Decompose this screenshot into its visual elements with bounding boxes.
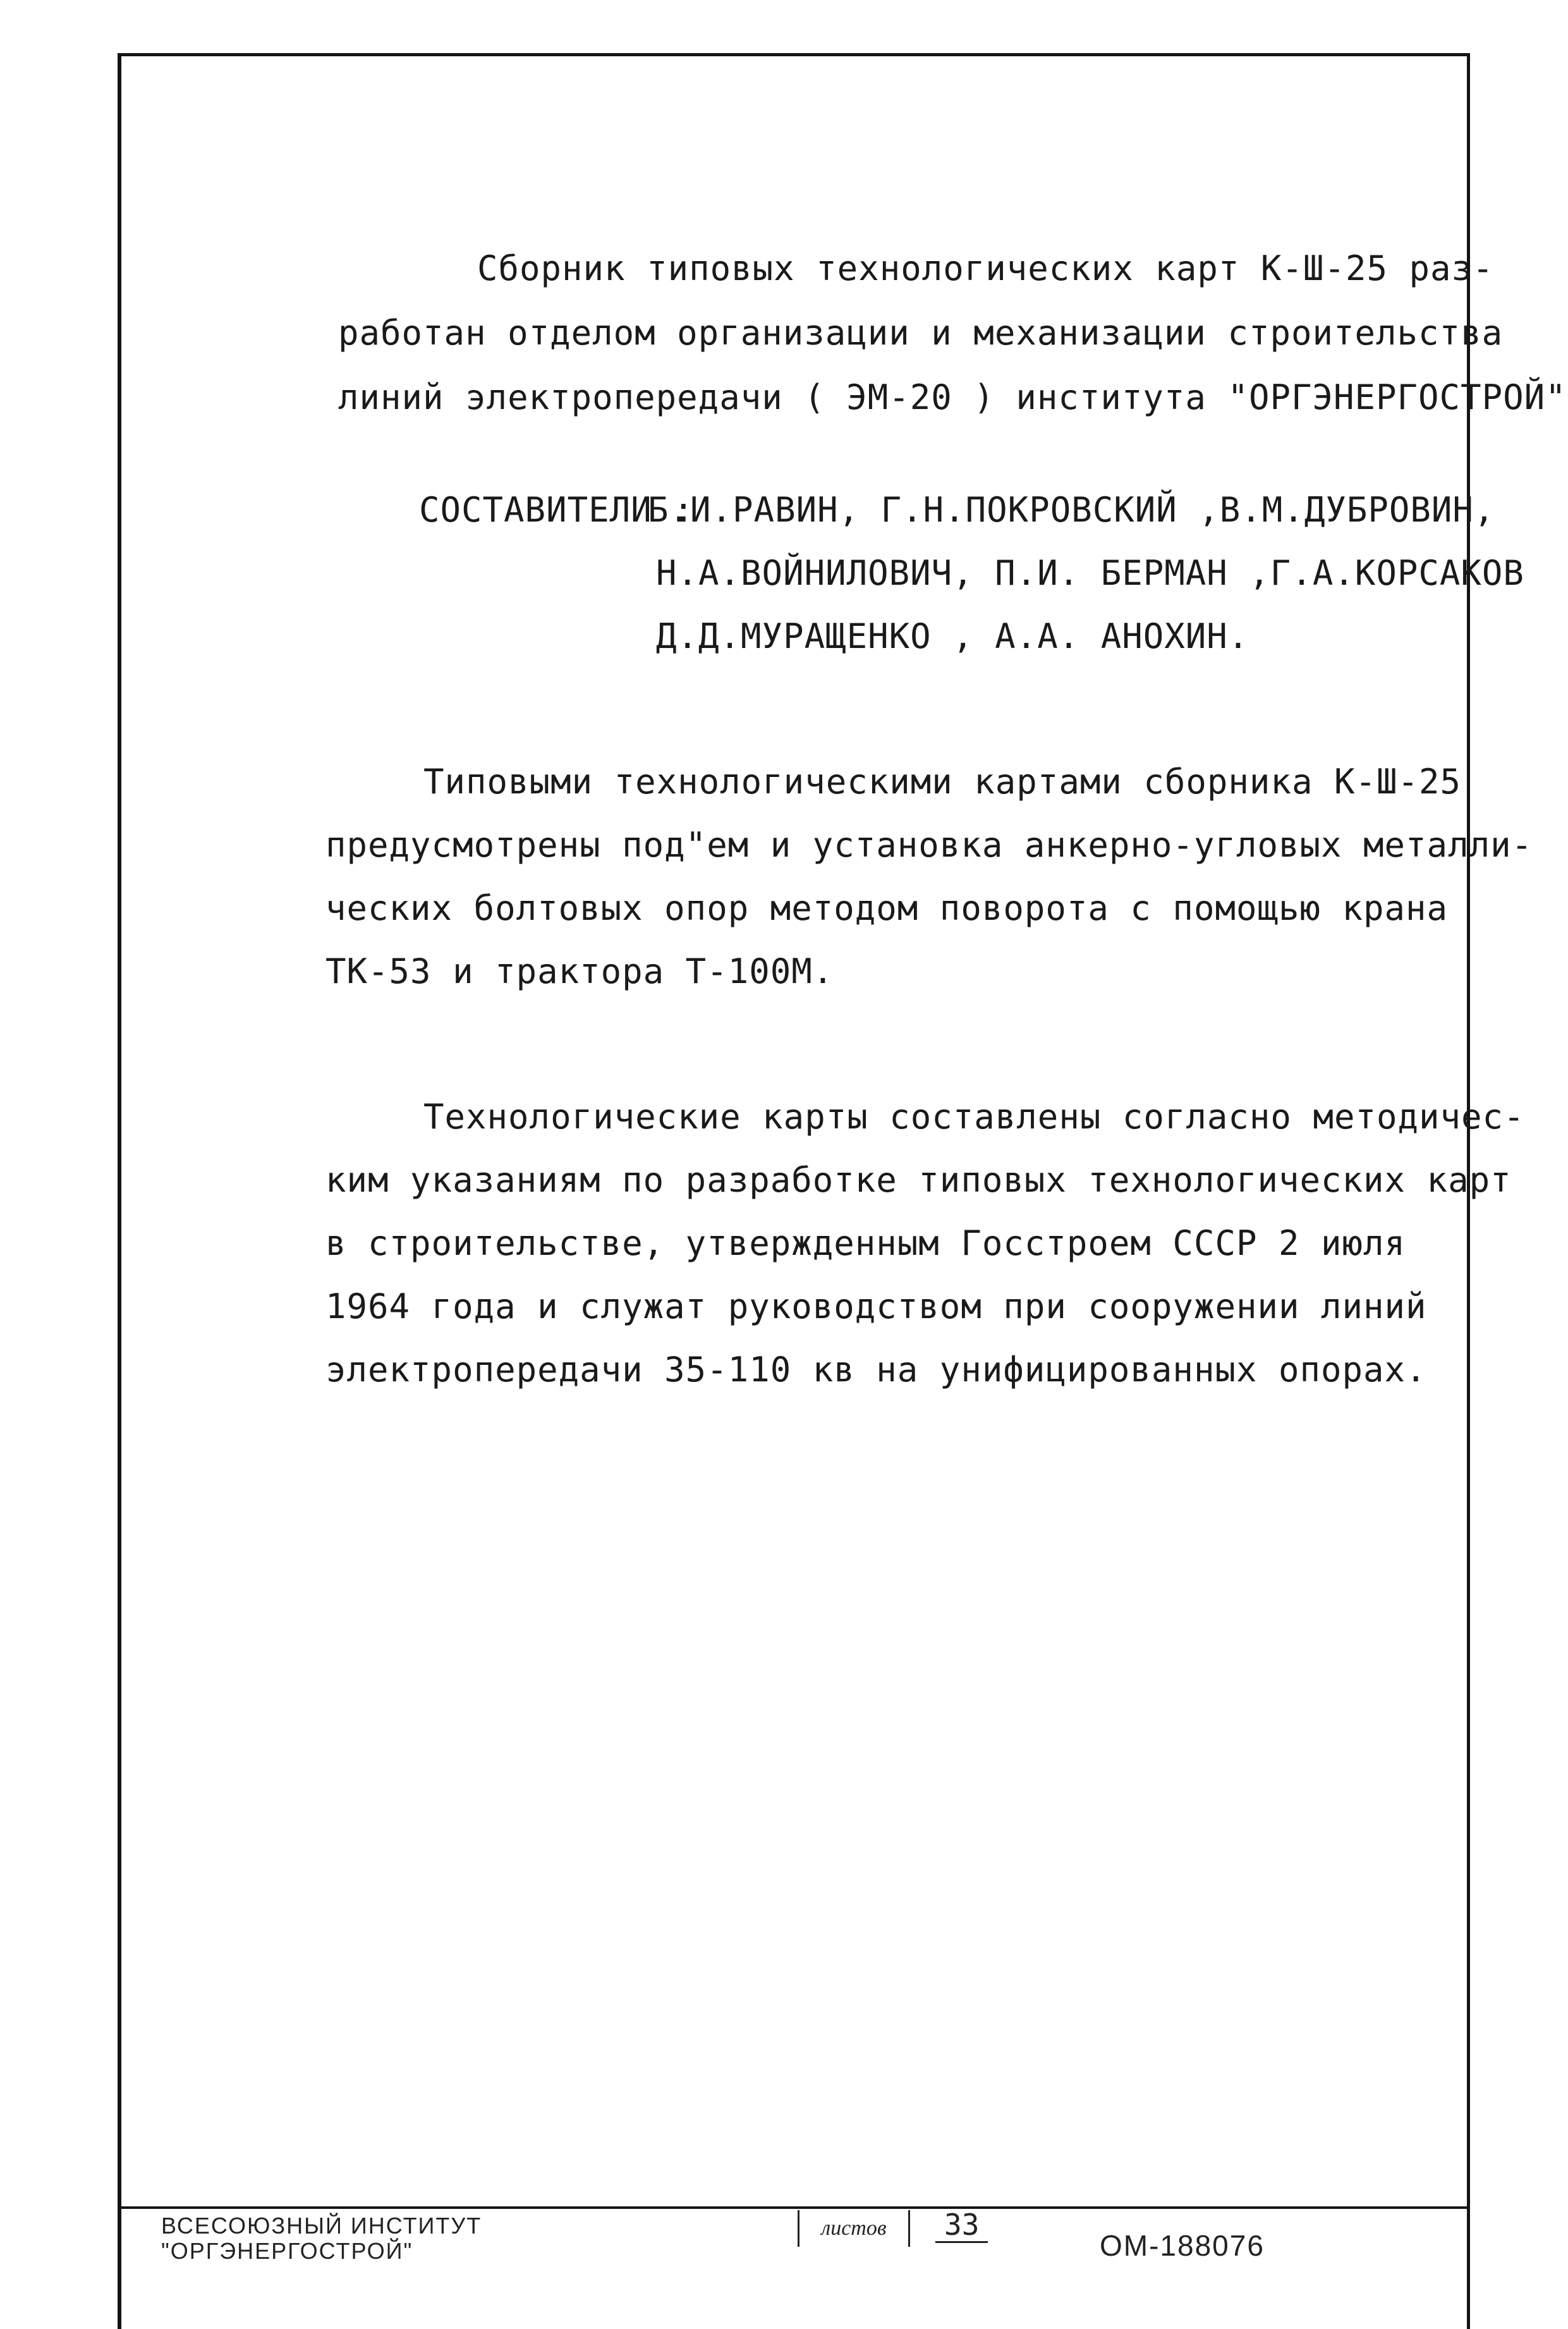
para1-line-1: Типовыми технологическими картами сборника К-Ш-25 xyxy=(423,762,1462,802)
intro-line-2: работан отделом организации и механизации строительства xyxy=(338,313,1504,353)
para1-line-2: предусмотрены под"ем и установка анкерно-угловых металли- xyxy=(325,825,1533,865)
para1-line-4: ТК-53 и трактора Т-100М. xyxy=(325,951,834,991)
para2-line-1: Технологические карты составлены согласно методичес- xyxy=(423,1097,1525,1137)
para2-line-3: в строительстве, утвержденным Госстроем СССР 2 июля xyxy=(325,1223,1406,1263)
footer-rule xyxy=(118,2206,1470,2209)
authors-label: СОСТАВИТЕЛИ : xyxy=(419,490,695,530)
footer-institute-line-2: "ОРГЭНЕРГОСТРОЙ" xyxy=(161,2238,413,2264)
para1-line-3: ческих болтовых опор методом поворота с помощью крана xyxy=(325,888,1449,928)
para2-line-4: 1964 года и служат руководством при сооружении линий xyxy=(325,1287,1427,1326)
para2-line-5: электропередачи 35-110 кв на унифицированных опорах. xyxy=(325,1350,1427,1390)
authors-line-3: Д.Д.МУРАЩЕНКО , А.А. АНОХИН. xyxy=(656,616,1249,656)
footer-document-code: ОМ-188076 xyxy=(1100,2229,1265,2262)
footer-sheet-label: листов xyxy=(798,2210,910,2247)
intro-line-1: Сборник типовых технологических карт К-Ш-25 раз- xyxy=(477,248,1494,288)
para2-line-2: ким указаниям по разработке типовых технологических карт xyxy=(325,1160,1512,1200)
intro-line-3: линий электропередачи ( ЭМ-20 ) института "ОРГЭНЕРГОСТРОЙ" xyxy=(338,377,1567,417)
footer-institute-line-1: ВСЕСОЮЗНЫЙ ИНСТИТУТ xyxy=(161,2213,482,2239)
authors-line-1: Б.И.РАВИН, Г.Н.ПОКРОВСКИЙ ,В.М.ДУБРОВИН, xyxy=(648,490,1495,530)
authors-line-2: Н.А.ВОЙНИЛОВИЧ, П.И. БЕРМАН ,Г.А.КОРСАКОВ xyxy=(656,553,1524,593)
footer-sheet-number: 33 xyxy=(935,2209,988,2243)
